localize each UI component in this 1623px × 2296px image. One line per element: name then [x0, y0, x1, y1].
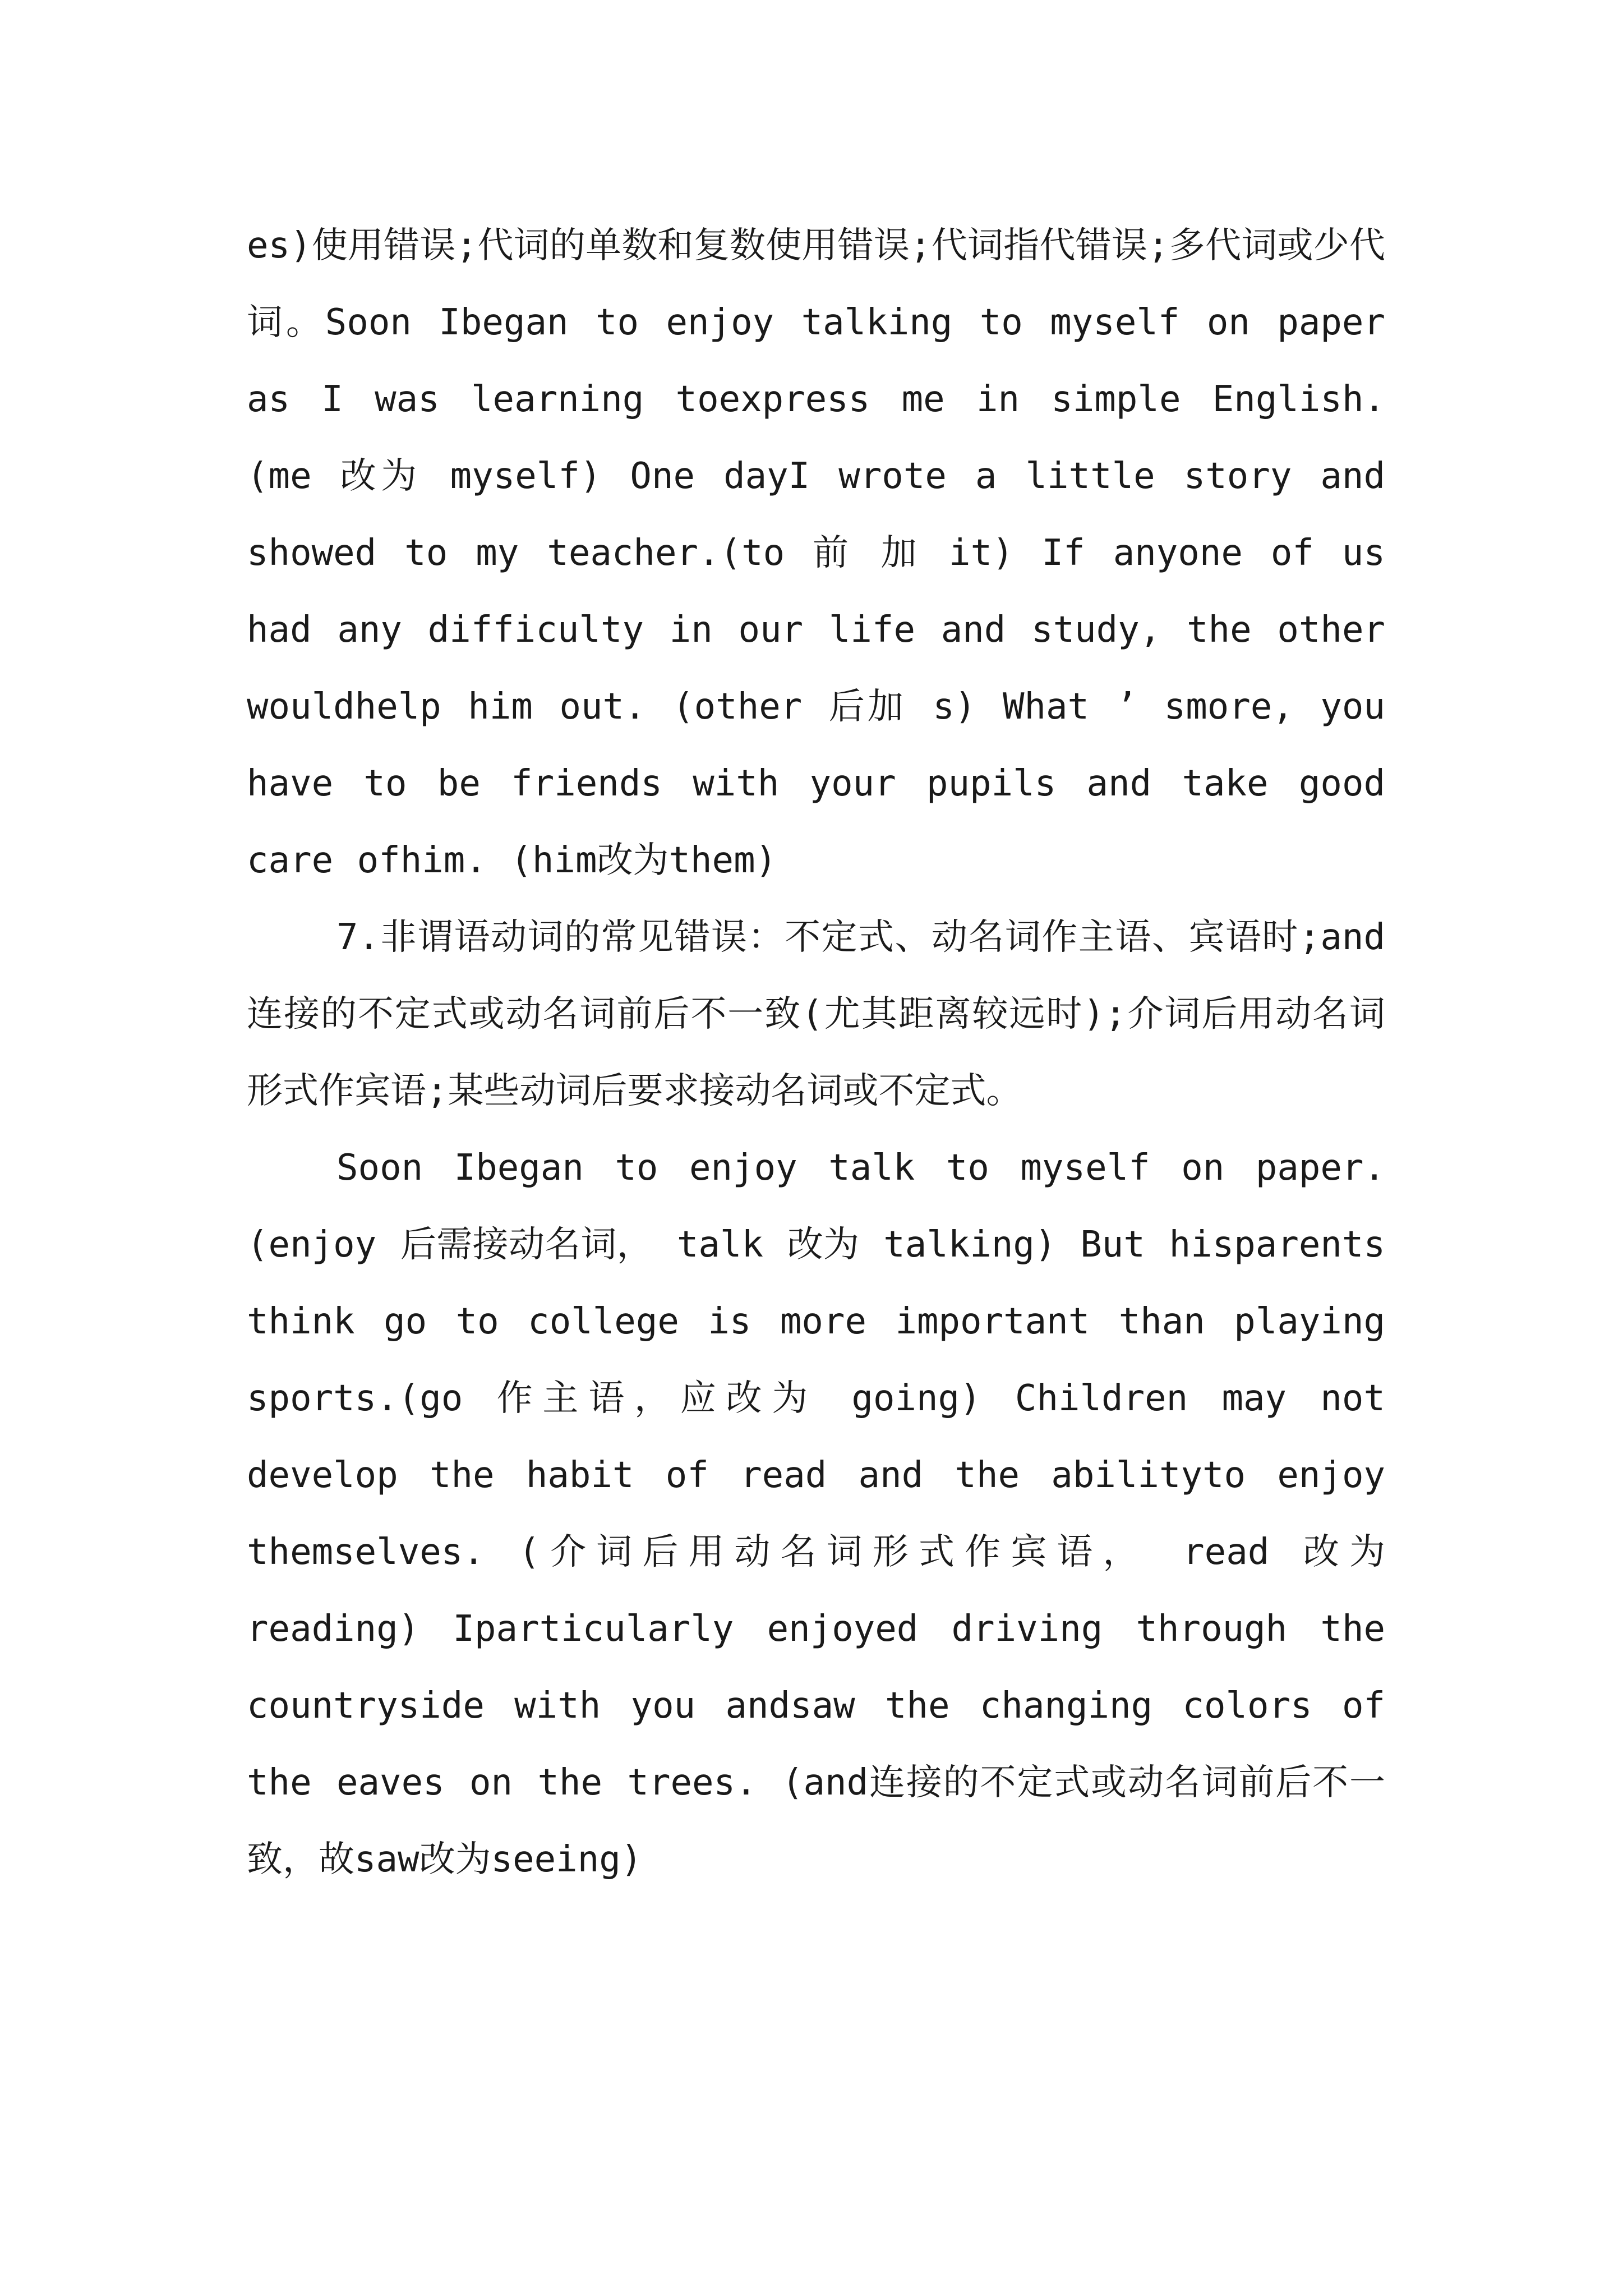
document-page	[247, 208, 1385, 1898]
paragraph-nonfinite-verb-examples: Soon Ibegan to enjoy talk to myself on paper. (enjoy 后需接动名词， talk 改为 talking) But hisparents think go to college is more important than playing sports.(go 作主语，应改为 going) Children may not develop the habit of read and the abilityto enjoy themselves. (介词后用动名词形式作宾语， read 改为 reading) Iparticularly enjoyed driving through the countryside with you andsaw the changing colors of the eaves on the trees. (and连接的不定式或动名词前后不一致，故saw改为seeing)	[247, 1147, 1385, 1880]
paragraph-pronoun-errors: es)使用错误;代词的单数和复数使用错误;代词指代错误;多代词或少代词。Soon Ibegan to enjoy talking to myself on paper as I was learning toexpress me in simple English. (me 改为 myself) One dayI wrote a little story and showed to my teacher.(to 前 加 it) If anyone of us had any difficulty in our life and study, the other wouldhelp him out. (other 后加 s) What ’ smore, you have to be friends with your pupils and take good care ofhim. (him改为them)	[247, 225, 1385, 881]
paragraph-nonfinite-verb-rule: 7.非谓语动词的常见错误：不定式、动名词作主语、宾语时;and连接的不定式或动名词前后不一致(尤其距离较远时);介词后用动名词形式作宾语;某些动词后要求接动名词或不定式。	[247, 917, 1385, 1112]
